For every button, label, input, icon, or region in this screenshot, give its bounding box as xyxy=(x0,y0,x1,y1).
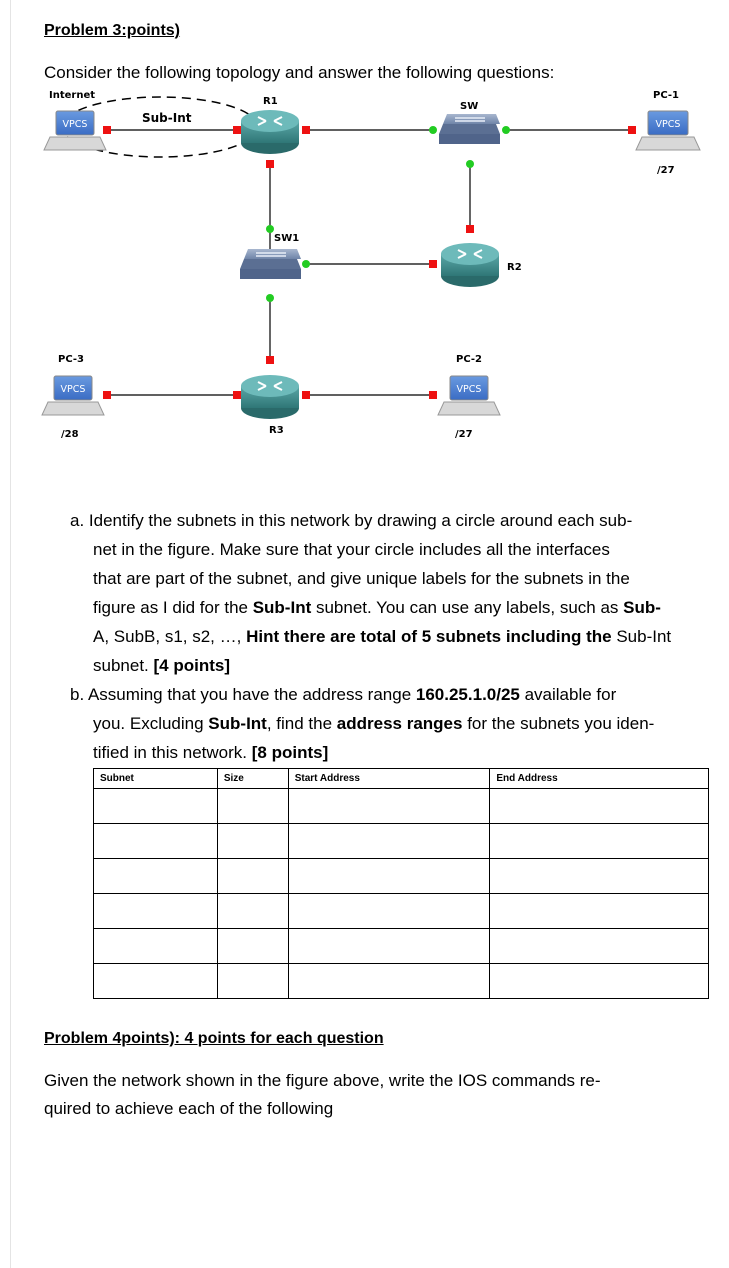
pc3-mask: /28 xyxy=(61,429,79,440)
internet-vpcs-label: VPCS xyxy=(62,119,88,130)
question-b-segment: available for xyxy=(519,685,617,704)
header-end-address: End Address xyxy=(490,769,709,789)
cell-start-address[interactable] xyxy=(288,929,490,964)
question-a-segment: subnet. You can use any labels, such as xyxy=(311,598,624,617)
subint-label: Sub-Int xyxy=(142,111,192,125)
pc1-label: PC-1 xyxy=(653,90,680,101)
cell-end-address[interactable] xyxy=(490,859,709,894)
question-b-segment: [8 points] xyxy=(251,743,329,762)
switch-sw-icon xyxy=(439,114,500,144)
r2-port-north-status-marker xyxy=(466,225,474,233)
sw-port-south-status-marker xyxy=(466,160,474,168)
question-b-line-3 xyxy=(93,738,328,767)
question-b-segment: Sub-Int xyxy=(208,714,267,733)
pc3-icon xyxy=(42,376,104,415)
pc2-label: PC-2 xyxy=(456,354,483,365)
cell-size[interactable] xyxy=(217,929,288,964)
pc2-icon xyxy=(438,376,500,415)
question-a-segment: Sub-Int xyxy=(616,627,672,646)
router-r2-icon xyxy=(441,243,499,287)
internet-host-icon xyxy=(44,111,106,150)
pc1-mask: /27 xyxy=(657,165,675,176)
pc1-vpcs-label: VPCS xyxy=(655,119,681,130)
problem4-line1: Given the network shown in the figure above, write the IOS commands re- xyxy=(44,1071,601,1090)
r1-port-south-status-marker xyxy=(266,160,274,168)
cell-size[interactable] xyxy=(217,789,288,824)
question-b-segment: you. Excluding xyxy=(93,714,209,733)
question-a-line-1 xyxy=(70,506,632,535)
cell-subnet[interactable] xyxy=(94,789,218,824)
cell-start-address[interactable] xyxy=(288,789,490,824)
table-row xyxy=(94,789,709,824)
cell-subnet[interactable] xyxy=(94,929,218,964)
router-r1-icon xyxy=(241,110,299,154)
cell-end-address[interactable] xyxy=(490,789,709,824)
question-a-segment: that are part of the subnet, and give unique labels for the subnets in the xyxy=(93,569,630,588)
table-row xyxy=(94,859,709,894)
internet-port-status-marker xyxy=(103,126,111,134)
r1-port-east-status-marker xyxy=(302,126,310,134)
question-b-segment: 160.25.1.0/25 xyxy=(415,685,520,704)
sw1-label: SW1 xyxy=(274,233,300,244)
sw1-port-south-status-marker xyxy=(266,294,274,302)
cell-start-address[interactable] xyxy=(288,859,490,894)
pc3-port-status-marker xyxy=(103,391,111,399)
sw1-port-north-status-marker xyxy=(266,225,274,233)
table-row xyxy=(94,929,709,964)
cell-subnet[interactable] xyxy=(94,894,218,929)
cell-start-address[interactable] xyxy=(288,824,490,859)
question-a-line-3 xyxy=(93,564,630,593)
question-b-line-1 xyxy=(70,680,616,709)
r1-port-west-status-marker xyxy=(233,126,241,134)
question-b-segment: , find the xyxy=(266,714,337,733)
question-b-segment: tified in this network. xyxy=(93,743,252,762)
question-a-line-6 xyxy=(93,651,230,680)
cell-size[interactable] xyxy=(217,964,288,999)
cell-start-address[interactable] xyxy=(288,894,490,929)
cell-size[interactable] xyxy=(217,894,288,929)
question-a-segment: A, SubB, s1, s2, …, xyxy=(93,627,242,646)
header-size: Size xyxy=(217,769,288,789)
problem3-title: Problem 3:points) xyxy=(44,22,181,39)
pc1-icon xyxy=(636,111,700,150)
question-a-segment: net in the figure. Make sure that your circle includes all the interfaces xyxy=(93,540,610,559)
cell-start-address[interactable] xyxy=(288,964,490,999)
cell-subnet[interactable] xyxy=(94,964,218,999)
cell-size[interactable] xyxy=(217,824,288,859)
question-b-segment: for the subnets you iden- xyxy=(462,714,655,733)
header-subnet: Subnet xyxy=(94,769,218,789)
question-a-segment: figure as I did for the xyxy=(93,598,253,617)
question-b-line-2 xyxy=(93,709,654,738)
pc2-port-status-marker xyxy=(429,391,437,399)
question-a-segment: Sub- xyxy=(623,598,661,617)
question-a-line-5 xyxy=(93,622,671,651)
pc1-port-status-marker xyxy=(628,126,636,134)
question-a-segment: Sub-Int xyxy=(252,598,312,617)
cell-end-address[interactable] xyxy=(490,824,709,859)
cell-end-address[interactable] xyxy=(490,929,709,964)
pc2-vpcs-label: VPCS xyxy=(456,384,482,395)
table-row xyxy=(94,824,709,859)
cell-size[interactable] xyxy=(217,859,288,894)
r3-port-east-status-marker xyxy=(302,391,310,399)
problem4-line2: quired to achieve each of the following xyxy=(44,1099,334,1118)
sw-port-west-status-marker xyxy=(429,126,437,134)
sw-label: SW xyxy=(460,101,479,112)
switch-sw1-icon xyxy=(240,249,301,279)
question-b-segment: b. Assuming that you have the address range xyxy=(70,685,416,704)
subnet-table xyxy=(93,768,709,999)
question-a-line-4 xyxy=(93,593,661,622)
cell-end-address[interactable] xyxy=(490,964,709,999)
question-b-segment: address ranges xyxy=(336,714,463,733)
r3-port-west-status-marker xyxy=(233,391,241,399)
r3-port-north-status-marker xyxy=(266,356,274,364)
cell-subnet[interactable] xyxy=(94,824,218,859)
pc2-mask: /27 xyxy=(455,429,473,440)
r1-label: R1 xyxy=(263,96,278,107)
question-a-segment: subnet. xyxy=(93,656,154,675)
header-start-address: Start Address xyxy=(288,769,490,789)
sw1-port-east-status-marker xyxy=(302,260,310,268)
question-a-line-2 xyxy=(93,535,610,564)
problem3-intro: Consider the following topology and answer the following questions: xyxy=(44,63,555,82)
r2-port-west-status-marker xyxy=(429,260,437,268)
pc3-label: PC-3 xyxy=(58,354,85,365)
interface-status-markers xyxy=(103,126,636,399)
internet-label: Internet xyxy=(49,90,96,101)
r3-label: R3 xyxy=(269,425,284,436)
router-r3-icon xyxy=(241,375,299,419)
pc3-vpcs-label: VPCS xyxy=(60,384,86,395)
question-a-segment: [4 points] xyxy=(153,656,230,675)
table-row xyxy=(94,964,709,999)
r2-label: R2 xyxy=(507,262,522,273)
network-topology-diagram xyxy=(0,80,729,450)
table-header-row xyxy=(94,769,709,789)
table-row xyxy=(94,894,709,929)
network-links xyxy=(107,130,632,395)
question-a-segment: a. Identify the subnets in this network by drawing a circle around each sub- xyxy=(70,511,633,530)
cell-subnet[interactable] xyxy=(94,859,218,894)
problem4-title: Problem 4points): 4 points for each question xyxy=(44,1030,384,1047)
question-a-segment: Hint there are total of 5 subnets including the xyxy=(241,627,617,646)
sw-port-east-status-marker xyxy=(502,126,510,134)
cell-end-address[interactable] xyxy=(490,894,709,929)
